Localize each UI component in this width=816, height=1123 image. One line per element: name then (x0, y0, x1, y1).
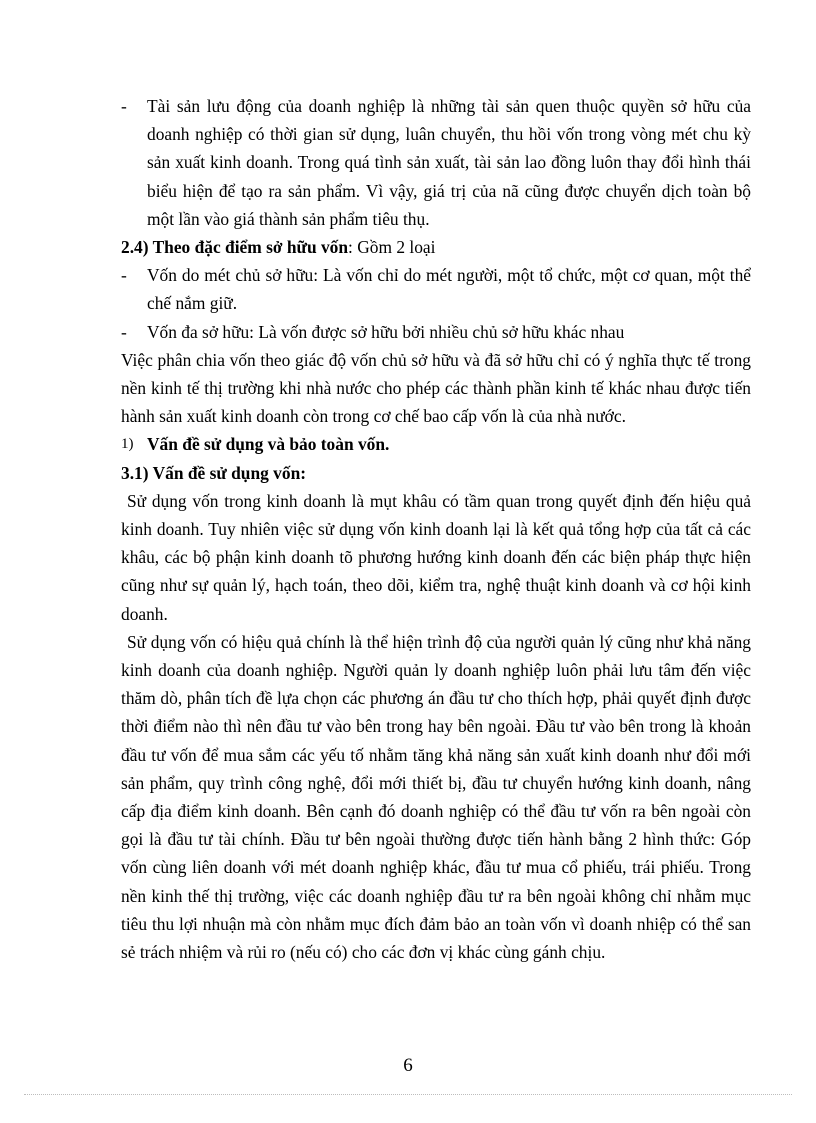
section-heading-2-4 (121, 233, 751, 261)
section-suffix: : Gồm 2 loại (348, 237, 436, 258)
section-heading-3 (121, 430, 751, 458)
bullet-dash: - (121, 265, 127, 286)
paragraph-ownership: Việc phân chia vốn theo giác độ vốn chủ sở hữu và đã sở hữu chỉ có ý nghĩa thực tế trong nền kinh tế thị trường khi nhà nước cho phép các thành phần kinh tế khác nhau được tiến hành sản xuất kinh doanh còn trong cơ chế bao cấp vốn là của nhà nước. (121, 349, 751, 427)
page-content (121, 92, 751, 966)
bullet-text: Tài sản lưu động của doanh nghiệp là những tài sản quen thuộc quyền sở hữu của doanh nghiệp có thời gian sử dụng, luân chuyển, thu hồi vốn trong vòng mét chu kỳ sản xuất kinh doanh. Trong quá tình sản xuất, tài sản lao đồng luôn thay đổi hình thái biểu hiện để tạo ra sản phẩm. Vì vậy, giá trị của nã cũng được chuyển dịch toàn bộ một lần vào giá thành sản phẩm tiêu thụ. (147, 96, 751, 229)
page-number: 6 (403, 1055, 413, 1076)
section-number: 1) (121, 436, 134, 453)
bullet-dash: - (121, 96, 127, 116)
bullet-multi-owner (121, 318, 751, 346)
section-title: Vấn đề sử dụng và bảo toàn vốn. (147, 434, 390, 455)
bullet-current-assets (121, 92, 751, 233)
footer-divider (24, 1094, 792, 1095)
bullet-text: Vốn đa sở hữu: Là vốn được sở hữu bởi nhiều chủ sở hữu khác nhau (147, 321, 625, 342)
paragraph-capital-efficiency: Sử dụng vốn có hiệu quả chính là thể hiện trình độ của người quản lý cũng như khả năng kinh doanh của doanh nghiệp. Người quản ly doanh nghiệp luôn phải lưu tâm đến việc thăm dò, phân tích đề lựa chọn các phương án đầu tư cho thích hợp, phải quyết định được thời điểm nào thì nên đầu tư vào bên trong hay bên ngoài. Đầu tư vào bên trong là khoản đầu tư vốn để mua sắm các yếu tố nhằm tăng khả năng sản xuất kinh doanh như đổi mới sản phẩm, quy trình công nghệ, đổi mới thiết bị, đầu tư chuyển hướng kinh doanh, nâng cấp địa điểm kinh doanh. Bên cạnh đó doanh nghiệp có thể đầu tư vốn ra bên ngoài còn gọi là đầu tư tài chính. Đầu tư bên ngoài thường được tiến hành bằng 2 hình thức: Góp vốn cùng liên doanh với mét doanh nghiệp khác, đầu tư mua cổ phiếu, trái phiếu. Trong nền kinh thế thị trường, việc các doanh nghiệp đầu tư ra bên ngoài không chỉ nhằm mục tiêu thu lợi nhuận mà còn nhằm mục đích đảm bảo an toàn vốn vì doanh nhiệp có thể san sẻ trách nhiệm và rủi ro (nếu có) cho các đơn vị khác cùng gánh chịu. (121, 631, 751, 963)
paragraph-capital-use: Sử dụng vốn trong kinh doanh là mụt khâu có tầm quan trong quyết định đến hiệu quả kinh doanh. Tuy nhiên việc sử dụng vốn kinh doanh lại là kết quả tổng hợp của tất cả các khâu, các bộ phận kinh doanh tõ phương hướng kinh doanh đến các biện pháp thực hiện cũng như sự quản lý, hạch toán, theo dõi, kiểm tra, nghệ thuật kinh doanh và cơ hội kinh doanh. (121, 490, 751, 624)
bullet-dash: - (121, 321, 127, 342)
section-title: 2.4) Theo đặc điểm sở hữu vốn (121, 237, 349, 258)
section-heading-3-1: 3.1) Vấn đề sử dụng vốn: (121, 462, 307, 483)
bullet-single-owner (121, 261, 751, 317)
bullet-text: Vốn do mét chủ sở hữu: Là vốn chỉ do mét người, một tổ chức, một cơ quan, một thể chế nắm giữ. (147, 265, 751, 314)
